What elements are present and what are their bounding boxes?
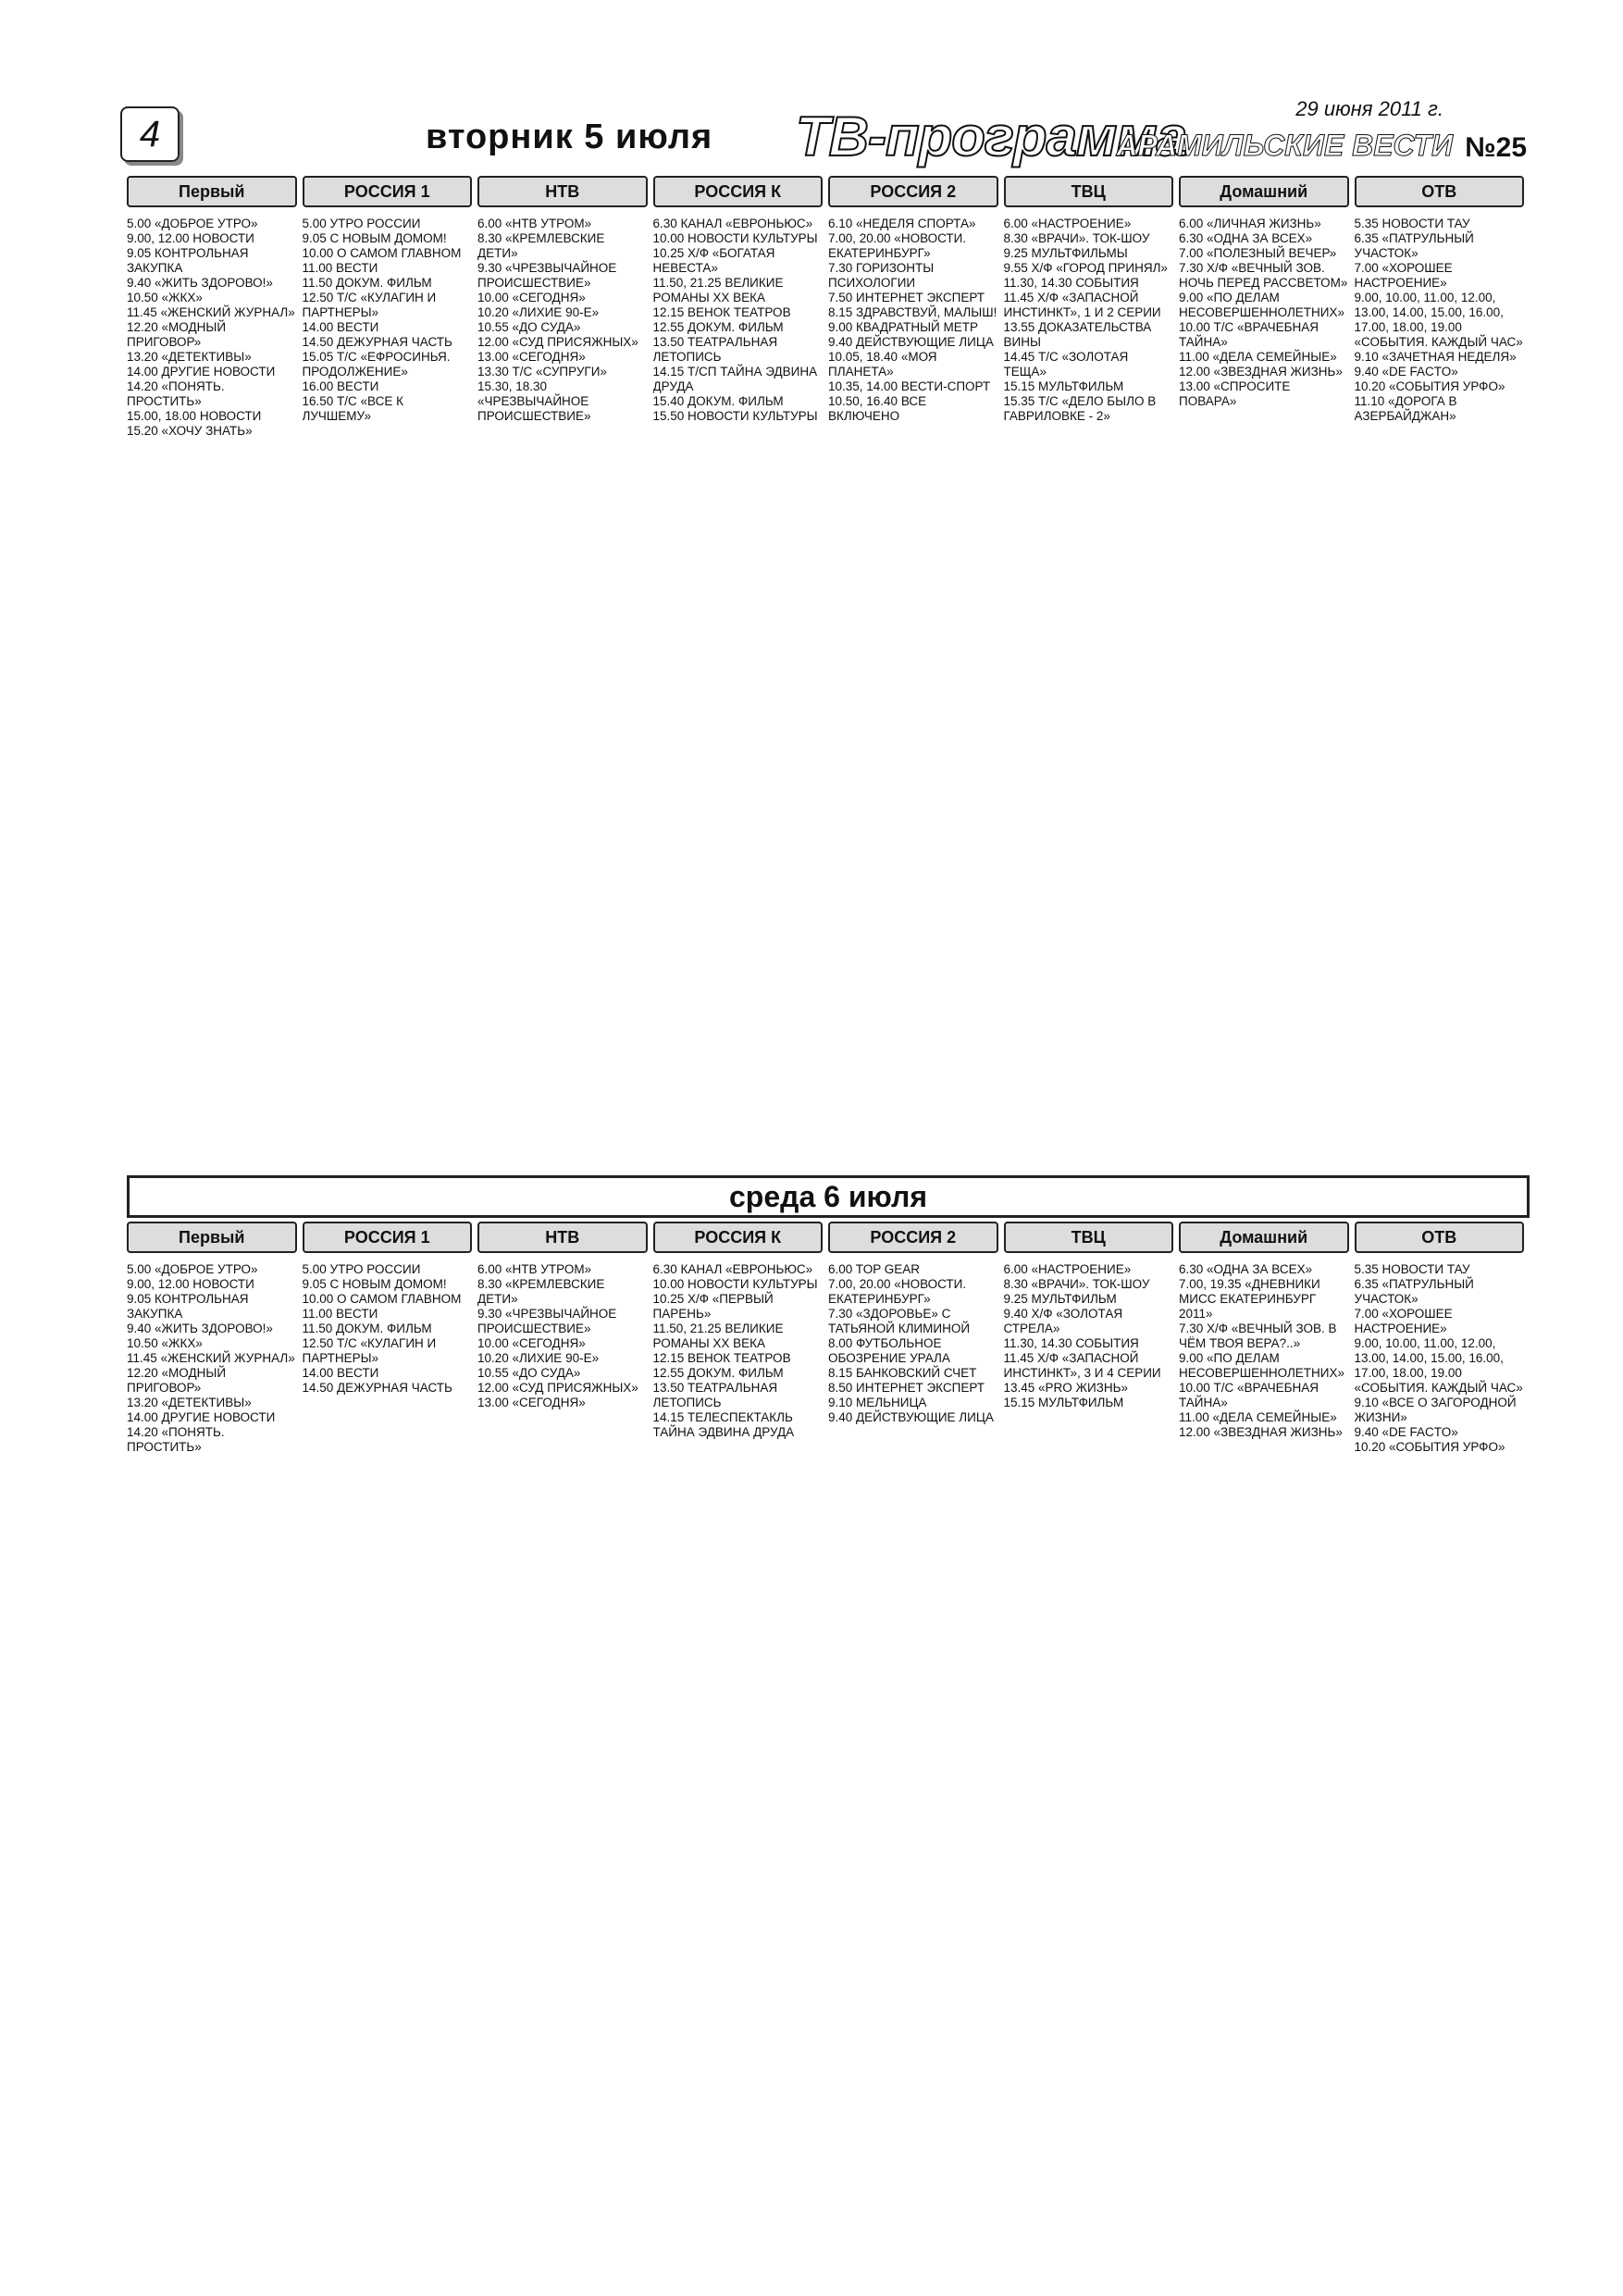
- program-item: 9.05 КОНТРОЛЬНАЯ ЗАКУПКА: [127, 246, 249, 275]
- channel-header: РОССИЯ К: [653, 1222, 824, 1253]
- program-item: 6.00 «НТВ УТРОМ»: [477, 217, 592, 230]
- channel-column: [127, 176, 297, 439]
- channel-header: РОССИЯ 2: [828, 176, 998, 207]
- program-item: 15.20 «ХОЧУ ЗНАТЬ»: [127, 424, 253, 438]
- program-list: [477, 217, 648, 424]
- program-item: 9.25 МУЛЬТФИЛЬМ: [1003, 1292, 1117, 1306]
- channel-column: [1355, 1222, 1525, 1455]
- channel-column: [1355, 176, 1525, 439]
- program-item: 7.30 «ЗДОРОВЬЕ» С ТАТЬЯНОЙ КЛИМИНОЙ: [828, 1307, 971, 1335]
- program-item: 15.15 МУЛЬТФИЛЬМ: [1003, 1396, 1124, 1409]
- program-item: 6.30 КАНАЛ «ЕВРОНЬЮС»: [652, 1262, 813, 1276]
- program-item: 11.30, 14.30 СОБЫТИЯ: [1003, 276, 1139, 290]
- program-item: 9.00, 12.00 НОВОСТИ: [127, 231, 254, 245]
- program-item: 7.00 «ХОРОШЕЕ НАСТРОЕНИЕ»: [1354, 1307, 1453, 1335]
- program-item: 13.50 ТЕАТРАЛЬНАЯ ЛЕТОПИСЬ: [652, 1381, 778, 1409]
- program-list: [1179, 217, 1349, 409]
- program-item: 15.30, 18.30 «ЧРЕЗВЫЧАЙНОЕ ПРОИСШЕСТВИЕ»: [477, 379, 591, 423]
- program-item: 8.00 ФУТБОЛЬНОЕ ОБОЗРЕНИЕ УРАЛА: [828, 1336, 950, 1365]
- program-item: 6.00 TOP GEAR: [828, 1262, 921, 1276]
- program-item: 6.00 «НАСТРОЕНИЕ»: [1003, 1262, 1132, 1276]
- program-item: 11.50 ДОКУМ. ФИЛЬМ: [302, 276, 432, 290]
- channel-column: [653, 176, 824, 439]
- channel-column: [477, 176, 648, 439]
- program-item: 9.10 МЕЛЬНИЦА: [828, 1396, 927, 1409]
- program-item: 15.35 Т/С «ДЕЛО БЫЛО В ГАВРИЛОВКЕ - 2»: [1003, 394, 1157, 423]
- program-item: 14.20 «ПОНЯТЬ. ПРОСТИТЬ»: [127, 1425, 225, 1454]
- program-item: 13.20 «ДЕТЕКТИВЫ»: [127, 1396, 252, 1409]
- day-title: вторник 5 июля: [426, 118, 713, 156]
- program-item: 14.00 ДРУГИЕ НОВОСТИ: [127, 1410, 276, 1424]
- program-list: [828, 217, 998, 424]
- issue-number: №25: [1465, 132, 1527, 163]
- program-item: 12.20 «МОДНЫЙ ПРИГОВОР»: [127, 1366, 227, 1395]
- program-item: 16.00 ВЕСТИ: [302, 379, 379, 393]
- program-item: 6.35 «ПАТРУЛЬНЫЙ УЧАСТОК»: [1354, 1277, 1474, 1306]
- channel-header: ТВЦ: [1004, 1222, 1174, 1253]
- program-item: 12.55 ДОКУМ. ФИЛЬМ: [652, 320, 784, 334]
- channel-header: ТВЦ: [1004, 176, 1174, 207]
- program-item: 11.00 «ДЕЛА СЕМЕЙНЫЕ»: [1179, 350, 1337, 364]
- program-item: 10.35, 14.00 ВЕСТИ-СПОРТ: [828, 379, 991, 393]
- program-item: 6.30 «ОДНА ЗА ВСЕХ»: [1179, 1262, 1313, 1276]
- program-list: [127, 1262, 297, 1455]
- program-item: 5.00 «ДОБРОЕ УТРО»: [127, 1262, 258, 1276]
- program-item: 14.15 ТЕЛЕСПЕКТАКЛЬ ТАЙНА ЭДВИНА ДРУДА: [652, 1410, 795, 1439]
- program-item: 11.50 ДОКУМ. ФИЛЬМ: [302, 1322, 432, 1335]
- program-item: 12.00 «СУД ПРИСЯЖНЫХ»: [477, 1381, 638, 1395]
- program-item: 7.00 «ХОРОШЕЕ НАСТРОЕНИЕ»: [1354, 261, 1453, 290]
- program-item: 9.40 ДЕЙСТВУЮЩИЕ ЛИЦА: [828, 335, 994, 349]
- program-item: 9.40 Х/Ф «ЗОЛОТАЯ СТРЕЛА»: [1003, 1307, 1123, 1335]
- program-item: 9.10 «ЗАЧЕТНАЯ НЕДЕЛЯ»: [1354, 350, 1517, 364]
- program-item: 6.00 «ЛИЧНАЯ ЖИЗНЬ»: [1179, 217, 1321, 230]
- channel-header: Первый: [127, 176, 297, 207]
- program-item: 10.25 Х/Ф «БОГАТАЯ НЕВЕСТА»: [652, 246, 775, 275]
- program-item: 11.45 «ЖЕНСКИЙ ЖУРНАЛ»: [127, 1351, 295, 1365]
- program-item: 9.05 С НОВЫМ ДОМОМ!: [302, 1277, 447, 1291]
- program-item: 12.20 «МОДНЫЙ ПРИГОВОР»: [127, 320, 227, 349]
- program-item: 15.50 НОВОСТИ КУЛЬТУРЫ: [652, 409, 818, 423]
- program-item: 6.30 КАНАЛ «ЕВРОНЬЮС»: [652, 217, 813, 230]
- program-item: 12.15 ВЕНОК ТЕАТРОВ: [652, 305, 791, 319]
- program-item: 9.00 «ПО ДЕЛАМ НЕСОВЕРШЕННОЛЕТНИХ»: [1179, 291, 1345, 319]
- program-item: 10.00 «СЕГОДНЯ»: [477, 291, 586, 304]
- program-item: 7.30 ГОРИЗОНТЫ ПСИХОЛОГИИ: [828, 261, 935, 290]
- channel-header: ОТВ: [1355, 1222, 1525, 1253]
- program-item: 9.40 «ЖИТЬ ЗДОРОВО!»: [127, 1322, 273, 1335]
- program-item: 13.30 Т/С «СУПРУГИ»: [477, 365, 607, 379]
- tv-program-title: ТВ-программа: [796, 105, 1187, 168]
- channel-header: РОССИЯ 1: [303, 1222, 473, 1253]
- program-list: [828, 1262, 998, 1425]
- program-item: 6.30 «ОДНА ЗА ВСЕХ»: [1179, 231, 1313, 245]
- program-item: 11.50, 21.25 ВЕЛИКИЕ РОМАНЫ XX ВЕКА: [652, 276, 784, 304]
- publication-date: 29 июня 2011 г.: [1295, 97, 1443, 120]
- day2-listings: [127, 1222, 1524, 1455]
- channel-column: [1179, 1222, 1349, 1455]
- program-item: 15.05 Т/С «ЕФРОСИНЬЯ. ПРОДОЛЖЕНИЕ»: [302, 350, 451, 379]
- program-item: 9.10 «ВСЕ О ЗАГОРОДНОЙ ЖИЗНИ»: [1354, 1396, 1517, 1424]
- program-item: 5.00 УТРО РОССИИ: [302, 217, 421, 230]
- program-item: 11.00 ВЕСТИ: [302, 1307, 378, 1321]
- program-list: [1004, 217, 1174, 424]
- program-item: 9.40 «DE FACTO»: [1354, 1425, 1458, 1439]
- program-item: 12.00 «СУД ПРИСЯЖНЫХ»: [477, 335, 638, 349]
- channel-header: РОССИЯ 2: [828, 1222, 998, 1253]
- program-item: 10.50 «ЖКХ»: [127, 291, 203, 304]
- program-item: 14.45 Т/С «ЗОЛОТАЯ ТЕЩА»: [1003, 350, 1129, 379]
- program-item: 9.05 С НОВЫМ ДОМОМ!: [302, 231, 447, 245]
- channel-column: [1004, 1222, 1174, 1455]
- program-item: 12.50 Т/С «КУЛАГИН И ПАРТНЕРЫ»: [302, 1336, 437, 1365]
- program-item: 12.00 «ЗВЕЗДНАЯ ЖИЗНЬ»: [1179, 1425, 1343, 1439]
- program-item: 14.15 Т/СП ТАЙНА ЭДВИНА ДРУДА: [652, 365, 818, 393]
- program-item: 12.00 «ЗВЕЗДНАЯ ЖИЗНЬ»: [1179, 365, 1343, 379]
- channel-header: ОТВ: [1355, 176, 1525, 207]
- program-item: 10.50 «ЖКХ»: [127, 1336, 203, 1350]
- channel-header: Домашний: [1179, 176, 1349, 207]
- program-item: 13.00 «СЕГОДНЯ»: [477, 1396, 586, 1409]
- program-list: [1179, 1262, 1349, 1440]
- program-item: 9.00, 10.00, 11.00, 12.00, 13.00, 14.00, 15.00, 16.00, 17.00, 18.00, 19.00 «СОБЫТИЯ. КАЖДЫЙ ЧАС»: [1354, 291, 1523, 349]
- program-list: [653, 217, 824, 424]
- program-item: 14.50 ДЕЖУРНАЯ ЧАСТЬ: [302, 1381, 452, 1395]
- program-item: 9.25 МУЛЬТФИЛЬМЫ: [1003, 246, 1128, 260]
- channel-column: [303, 176, 473, 439]
- program-item: 9.00, 10.00, 11.00, 12.00, 13.00, 14.00, 15.00, 16.00, 17.00, 18.00, 19.00 «СОБЫТИЯ. КАЖДЫЙ ЧАС»: [1354, 1336, 1523, 1395]
- channel-column: [1179, 176, 1349, 439]
- page-header: [120, 97, 1527, 171]
- program-item: 11.45 Х/Ф «ЗАПАСНОЙ ИНСТИНКТ», 1 И 2 СЕРИИ: [1003, 291, 1161, 319]
- program-item: 8.15 БАНКОВСКИЙ СЧЕТ: [828, 1366, 977, 1380]
- program-item: 7.50 ИНТЕРНЕТ ЭКСПЕРТ: [828, 291, 985, 304]
- program-item: 9.40 ДЕЙСТВУЮЩИЕ ЛИЦА: [828, 1410, 994, 1424]
- program-item: 6.35 «ПАТРУЛЬНЫЙ УЧАСТОК»: [1354, 231, 1474, 260]
- program-item: 8.30 «КРЕМЛЕВСКИЕ ДЕТИ»: [477, 231, 605, 260]
- program-item: 15.15 МУЛЬТФИЛЬМ: [1003, 379, 1124, 393]
- program-item: 14.00 ДРУГИЕ НОВОСТИ: [127, 365, 276, 379]
- program-item: 8.30 «КРЕМЛЕВСКИЕ ДЕТИ»: [477, 1277, 605, 1306]
- program-item: 15.00, 18.00 НОВОСТИ: [127, 409, 262, 423]
- program-item: 11.45 «ЖЕНСКИЙ ЖУРНАЛ»: [127, 305, 295, 319]
- program-item: 10.50, 16.40 ВСЕ ВКЛЮЧЕНО: [828, 394, 927, 423]
- program-item: 14.00 ВЕСТИ: [302, 1366, 379, 1380]
- program-item: 9.30 «ЧРЕЗВЫЧАЙНОЕ ПРОИСШЕСТВИЕ»: [477, 261, 617, 290]
- program-list: [1355, 217, 1525, 424]
- program-list: [1355, 1262, 1525, 1455]
- program-item: 9.40 «DE FACTO»: [1354, 365, 1458, 379]
- program-item: 12.15 ВЕНОК ТЕАТРОВ: [652, 1351, 791, 1365]
- channel-header: Первый: [127, 1222, 297, 1253]
- program-item: 9.40 «ЖИТЬ ЗДОРОВО!»: [127, 276, 273, 290]
- channel-header: РОССИЯ 1: [303, 176, 473, 207]
- program-item: 8.15 ЗДРАВСТВУЙ, МАЛЫШ!: [828, 305, 997, 319]
- program-item: 7.00, 20.00 «НОВОСТИ. ЕКАТЕРИНБУРГ»: [828, 231, 967, 260]
- day2-banner: среда 6 июля: [127, 1175, 1530, 1218]
- program-list: [1004, 1262, 1174, 1410]
- program-item: 8.30 «ВРАЧИ». ТОК-ШОУ: [1003, 1277, 1150, 1291]
- channel-header: РОССИЯ К: [653, 176, 824, 207]
- channel-column: [828, 1222, 998, 1455]
- program-item: 13.55 ДОКАЗАТЕЛЬСТВА ВИНЫ: [1003, 320, 1152, 349]
- program-item: 5.35 НОВОСТИ ТАУ: [1354, 1262, 1470, 1276]
- program-item: 10.00 НОВОСТИ КУЛЬТУРЫ: [652, 231, 818, 245]
- program-item: 10.00 Т/С «ВРАЧЕБНАЯ ТАЙНА»: [1179, 320, 1319, 349]
- page-number: 4: [120, 106, 180, 162]
- program-item: 10.20 «СОБЫТИЯ УРФО»: [1354, 1440, 1505, 1454]
- program-item: 10.20 «ЛИХИЕ 90-Е»: [477, 305, 600, 319]
- program-item: 12.50 Т/С «КУЛАГИН И ПАРТНЕРЫ»: [302, 291, 437, 319]
- channel-header: НТВ: [477, 1222, 648, 1253]
- program-item: 10.55 «ДО СУДА»: [477, 320, 581, 334]
- program-item: 11.10 «ДОРОГА В АЗЕРБАЙДЖАН»: [1354, 394, 1457, 423]
- program-item: 10.00 «СЕГОДНЯ»: [477, 1336, 586, 1350]
- program-item: 11.30, 14.30 СОБЫТИЯ: [1003, 1336, 1139, 1350]
- program-item: 9.30 «ЧРЕЗВЫЧАЙНОЕ ПРОИСШЕСТВИЕ»: [477, 1307, 617, 1335]
- program-item: 15.40 ДОКУМ. ФИЛЬМ: [652, 394, 784, 408]
- program-item: 16.50 Т/С «ВСЕ К ЛУЧШЕМУ»: [302, 394, 403, 423]
- program-item: 10.55 «ДО СУДА»: [477, 1366, 581, 1380]
- program-item: 8.50 ИНТЕРНЕТ ЭКСПЕРТ: [828, 1381, 985, 1395]
- program-item: 10.00 Т/С «ВРАЧЕБНАЯ ТАЙНА»: [1179, 1381, 1319, 1409]
- program-list: [303, 217, 473, 424]
- program-item: 14.50 ДЕЖУРНАЯ ЧАСТЬ: [302, 335, 452, 349]
- program-item: 13.00 «СПРОСИТЕ ПОВАРА»: [1179, 379, 1291, 408]
- channel-column: [477, 1222, 648, 1455]
- newspaper-masthead: АРАМИЛЬСКИЕ ВЕСТИ: [1116, 129, 1453, 162]
- program-item: 9.00, 12.00 НОВОСТИ: [127, 1277, 254, 1291]
- program-item: 12.55 ДОКУМ. ФИЛЬМ: [652, 1366, 784, 1380]
- program-item: 11.50, 21.25 ВЕЛИКИЕ РОМАНЫ XX ВЕКА: [652, 1322, 784, 1350]
- program-list: [653, 1262, 824, 1440]
- program-item: 11.00 ВЕСТИ: [302, 261, 378, 275]
- program-item: 10.00 О САМОМ ГЛАВНОМ: [302, 246, 462, 260]
- program-item: 6.00 «НАСТРОЕНИЕ»: [1003, 217, 1132, 230]
- program-item: 6.00 «НТВ УТРОМ»: [477, 1262, 592, 1276]
- program-item: 13.00 «СЕГОДНЯ»: [477, 350, 586, 364]
- program-item: 10.00 НОВОСТИ КУЛЬТУРЫ: [652, 1277, 818, 1291]
- program-list: [477, 1262, 648, 1410]
- channel-column: [653, 1222, 824, 1455]
- program-item: 7.30 Х/Ф «ВЕЧНЫЙ ЗОВ. НОЧЬ ПЕРЕД РАССВЕТОМ»: [1179, 261, 1348, 290]
- program-item: 7.00, 19.35 «ДНЕВНИКИ МИСС ЕКАТЕРИНБУРГ 2011»: [1179, 1277, 1320, 1321]
- program-item: 9.55 Х/Ф «ГОРОД ПРИНЯЛ»: [1003, 261, 1168, 275]
- program-item: 13.20 «ДЕТЕКТИВЫ»: [127, 350, 252, 364]
- program-item: 9.05 КОНТРОЛЬНАЯ ЗАКУПКА: [127, 1292, 249, 1321]
- program-list: [127, 217, 297, 439]
- program-item: 7.00 «ПОЛЕЗНЫЙ ВЕЧЕР»: [1179, 246, 1337, 260]
- program-item: 5.00 «ДОБРОЕ УТРО»: [127, 217, 258, 230]
- program-item: 7.30 Х/Ф «ВЕЧНЫЙ ЗОВ. В ЧЁМ ТВОЯ ВЕРА?..»: [1179, 1322, 1337, 1350]
- program-item: 7.00, 20.00 «НОВОСТИ. ЕКАТЕРИНБУРГ»: [828, 1277, 967, 1306]
- program-item: 10.25 Х/Ф «ПЕРВЫЙ ПАРЕНЬ»: [652, 1292, 774, 1321]
- program-item: 8.30 «ВРАЧИ». ТОК-ШОУ: [1003, 231, 1150, 245]
- program-item: 13.45 «PRO ЖИЗНЬ»: [1003, 1381, 1128, 1395]
- program-item: 14.00 ВЕСТИ: [302, 320, 379, 334]
- channel-column: [303, 1222, 473, 1455]
- program-list: [303, 1262, 473, 1396]
- program-item: 9.00 «ПО ДЕЛАМ НЕСОВЕРШЕННОЛЕТНИХ»: [1179, 1351, 1345, 1380]
- program-item: 11.00 «ДЕЛА СЕМЕЙНЫЕ»: [1179, 1410, 1337, 1424]
- channel-header: НТВ: [477, 176, 648, 207]
- day1-listings: [127, 176, 1524, 439]
- program-item: 14.20 «ПОНЯТЬ. ПРОСТИТЬ»: [127, 379, 225, 408]
- program-item: 10.20 «ЛИХИЕ 90-Е»: [477, 1351, 600, 1365]
- program-item: 6.10 «НЕДЕЛЯ СПОРТА»: [828, 217, 976, 230]
- program-item: 10.00 О САМОМ ГЛАВНОМ: [302, 1292, 462, 1306]
- program-item: 10.05, 18.40 «МОЯ ПЛАНЕТА»: [828, 350, 937, 379]
- program-item: 13.50 ТЕАТРАЛЬНАЯ ЛЕТОПИСЬ: [652, 335, 778, 364]
- program-item: 9.00 КВАДРАТНЫЙ МЕТР: [828, 320, 978, 334]
- channel-column: [828, 176, 998, 439]
- channel-column: [127, 1222, 297, 1455]
- program-item: 10.20 «СОБЫТИЯ УРФО»: [1354, 379, 1505, 393]
- program-item: 5.00 УТРО РОССИИ: [302, 1262, 421, 1276]
- program-item: 5.35 НОВОСТИ ТАУ: [1354, 217, 1470, 230]
- program-item: 11.45 Х/Ф «ЗАПАСНОЙ ИНСТИНКТ», 3 И 4 СЕРИИ: [1003, 1351, 1161, 1380]
- channel-header: Домашний: [1179, 1222, 1349, 1253]
- channel-column: [1004, 176, 1174, 439]
